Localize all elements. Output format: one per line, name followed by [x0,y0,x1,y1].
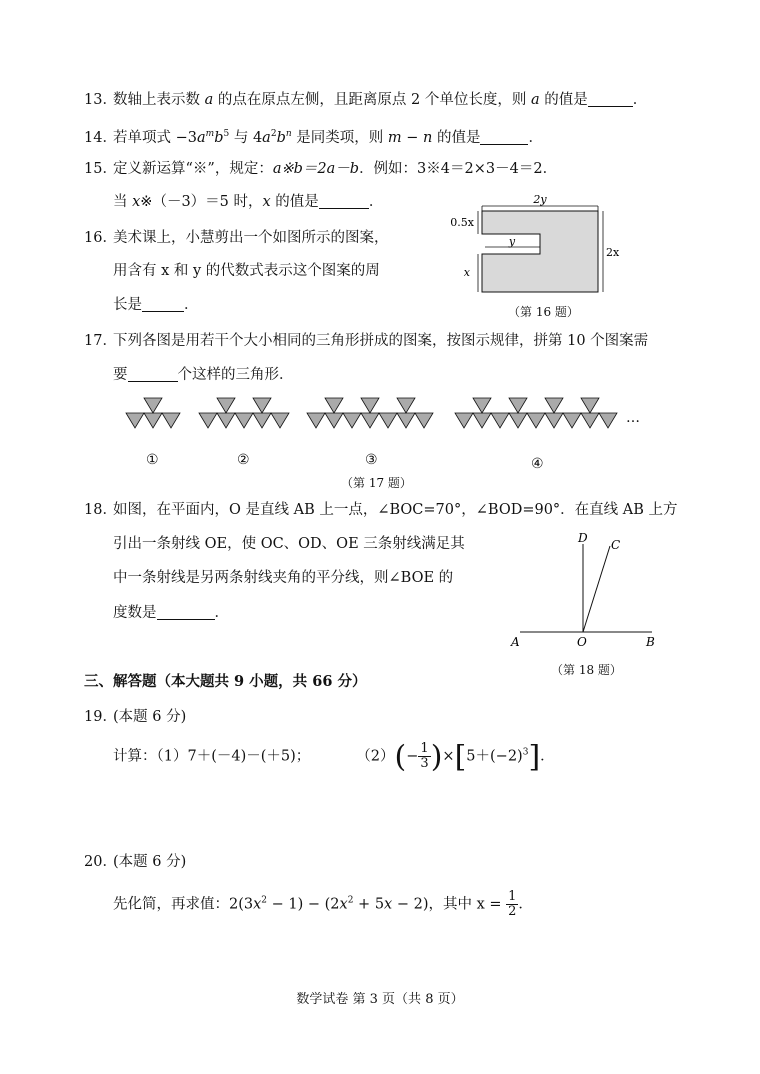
q13-text-b: 的点在原点左侧，且距离原点 2 个单位长度，则 [213,92,531,108]
question-number: 16． [84,230,117,246]
triangle [527,413,545,428]
q14-text-a: 若单项式 [113,129,176,146]
triangle-pattern-2 [199,398,289,428]
triangle [343,413,361,428]
q18-line3: 中一条射线是另两条射线夹角的平分线，则∠BOE 的 [113,570,454,586]
q15-example: ．例如：3※4＝2×3－4＝2． [359,161,558,177]
triangle [545,398,563,413]
triangle [563,413,581,428]
triangle [379,413,397,428]
dim-label-half: 0.5x [450,216,474,229]
triangle [397,413,415,428]
q15-line2-c: 的值是 [270,194,319,210]
triangle [217,413,235,428]
answer-blank[interactable] [480,130,528,145]
question-17 [84,331,648,351]
point-D: D [578,531,588,545]
question-18 [84,500,678,520]
triangle [361,413,379,428]
q19-score: (本题 6 分) [113,709,187,725]
page-footer: 数学试卷 第 3 页（共 8 页） [296,992,464,1007]
pattern-label-2: ② [237,452,250,468]
q13-var: a [204,92,214,108]
q14-text-c: 是同类项，则 [291,129,388,146]
answer-blank[interactable] [588,92,633,107]
frac-denominator: 2 [508,904,517,919]
q18-line4: 度数是 [113,605,157,621]
triangle [415,413,433,428]
section-heading: 三、解答题（本大题共 9 小题，共 66 分） [84,673,367,690]
answer-blank[interactable] [319,194,369,209]
triangle [581,398,599,413]
question-13: 13．数轴上表示数 a 的点在原点左侧，且距离原点 2 个单位长度，则 a 的值是 ． [84,92,648,108]
q16-line3: 长是 [113,297,142,313]
answer-blank[interactable] [142,297,184,312]
q19-lead: 计算：（1） [113,748,188,765]
triangle [361,398,379,413]
triangle [144,413,162,428]
q17-line2-a: 要 [113,367,128,383]
question-number: 17． [84,333,117,349]
question-19-body: 计算：（1）7＋(－4)－(＋5)； （2）(− $\frac{1}{3}$ )$\times[5+(-2)^3]$． [113,739,555,775]
triangle-pattern-4 [455,398,617,428]
q14-text-d: 的值是 [432,129,481,146]
q15-rule: a※b＝2a－b [272,161,360,177]
dim-label-y: y [508,235,516,248]
triangle [581,413,599,428]
triangle-pattern-1 [126,398,180,428]
dim-label-top: 2y [533,193,547,206]
figure-17 [0,395,760,445]
triangle [491,413,509,428]
question-number: 18． [84,502,117,518]
ellipsis: … [626,410,640,426]
answer-blank[interactable] [157,605,215,620]
triangle [545,413,563,428]
question-number: 14． [84,129,117,146]
triangle [199,413,217,428]
question-20 [84,852,186,872]
triangle [217,398,235,413]
q20-score: (本题 6 分) [113,854,187,870]
q16-line2: 用含有 x 和 y 的代数式表示这个图案的周 [113,263,380,279]
question-14: 14．若单项式 $-3a^mb^5$ 与 $4a^2b^n$ 是同类项，则 m − n 的值是 ． [84,129,543,146]
q18-line2: 引出一条射线 OE，使 OC、OD、OE 三条射线满足其 [113,536,465,552]
triangle [509,413,527,428]
triangle [325,413,343,428]
dim-label-x: x [463,266,470,279]
point-O: O [577,635,587,649]
caption-17: （第 17 题） [341,476,412,490]
q15-line2-a: 当 [113,194,133,210]
question-16 [84,228,389,248]
q17-line1: 下列各图是用若干个大小相同的三角形拼成的图案，按图示规律，拼第 10 个图案需 [113,333,649,349]
triangle [126,413,144,428]
triangle [397,398,415,413]
q13-var: a [530,92,540,108]
q15-line1: 定义新运算“※”，规定： [113,161,273,177]
q13-text-c: 的值是 [539,92,588,108]
triangle [473,398,491,413]
q13-text-a: 数轴上表示数 [113,92,205,108]
caption-18: （第 18 题） [551,663,622,677]
triangle [162,413,180,428]
point-A: A [511,635,520,649]
pattern-label-1: ① [146,452,159,468]
question-number: 19． [84,709,117,725]
point-B: B [646,635,655,649]
figure-18 [500,528,670,658]
q19-expr1: 7＋(－4)－(＋5)； [187,748,311,765]
pattern-label-4: ④ [531,456,544,472]
question-19 [84,707,186,727]
triangle [144,398,162,413]
point-C: C [611,538,621,552]
frac-numerator: 1 [508,889,517,904]
answer-blank[interactable] [128,367,178,382]
q16-line1: 美术课上，小慧剪出一个如图所示的图案， [113,230,389,246]
question-number: 20． [84,854,117,870]
q14-text-b: 与 [229,129,253,146]
question-number: 15． [84,161,117,177]
q15-line2-b: ※（－3）＝5 时， [140,194,263,210]
triangle [509,398,527,413]
pattern-label-3: ③ [365,452,378,468]
triangle [253,413,271,428]
question-number: 13． [84,92,117,108]
triangle [473,413,491,428]
q17-line2-b: 个这样的三角形． [177,367,294,383]
triangle [235,413,253,428]
question-15-line2: 当 x※（－3）＝5 时，x 的值是 ． [113,194,384,210]
q18-line1: 如图，在平面内，O 是直线 AB 上一点，∠BOC=70°，∠BOD=90°．在直线 AB 上方 [113,502,678,518]
triangle [455,413,473,428]
question-15 [84,159,557,179]
q16-line3-row: 长是 ． [113,297,199,313]
triangle [271,413,289,428]
q20-lead: 先化简，再求值： [113,896,229,913]
q20-tail: ，其中 x = [428,896,502,913]
dim-label-right: 2x [606,246,620,259]
triangle-pattern-3 [307,398,433,428]
question-17-line2 [113,365,294,385]
triangle [253,398,271,413]
question-20-body: 先化简，再求值：$2(3x^2 - 1) - (2x^2 + 5x - 2)$，其中 x = $\frac{1}{2}$ ． [113,889,533,919]
triangle [599,413,617,428]
triangle [307,413,325,428]
caption-16: （第 16 题） [508,305,579,319]
question-18-line4: 度数是 ． [113,605,229,621]
triangle [325,398,343,413]
q19-part2: （2） [356,748,395,765]
